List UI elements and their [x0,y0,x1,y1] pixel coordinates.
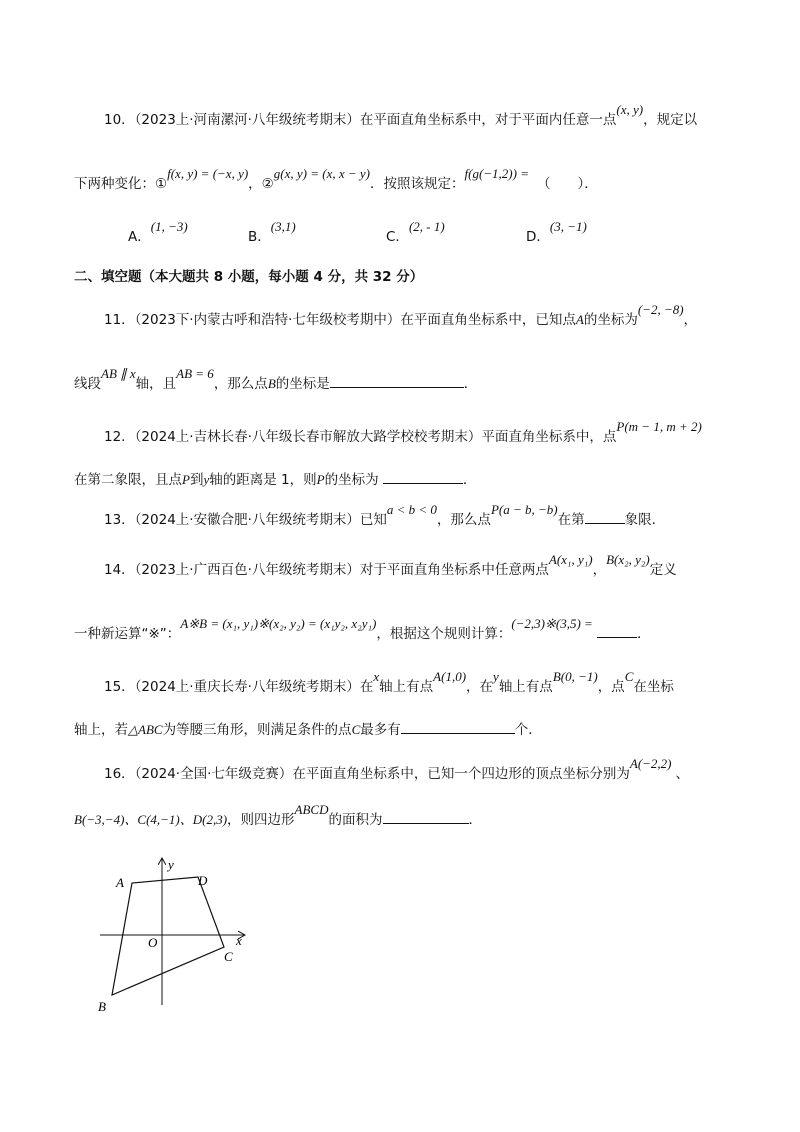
q15-text: 为等腰三角形，则满足条件的点 [162,722,352,738]
q10-text: ．按照该规定： [370,176,465,192]
q10-text: 在平面直角坐标系中，对于平面内任意一点 [359,112,617,128]
q16-points: B(−3,−4)、C(4,−1)、D(2,3) [74,812,228,827]
q10-separator: ，② [248,176,274,192]
q11-source: （2023下·内蒙古呼和浩特·七年级校考期中） [134,312,401,328]
q12-y: y [203,472,210,487]
q16-point-a: A(−2,2) [629,756,672,771]
q12-line2 [74,468,476,488]
x-axis-label: x [236,933,242,948]
q14-point-a: A(x₁, y₁) [548,552,593,567]
q11-line1 [104,302,698,328]
q14-text: 对于平面直角坐标系中任意两点 [359,562,549,578]
q10-option-b[interactable] [248,219,296,245]
q12-number: 12． [104,429,135,445]
q10-expression: f(g(−1,2)) = [464,166,529,181]
option-label: B． [248,229,271,245]
q15-text: ，点 [597,679,625,695]
q15-line2 [74,718,542,738]
q13-line [104,502,666,528]
q15-point-b: B(0, −1) [552,669,598,684]
q12-period: ． [462,472,477,488]
q10-line2 [74,166,598,192]
q11-answer-blank[interactable] [330,375,464,388]
q11-comma: ， [683,312,698,328]
vertex-d-label: D [198,873,208,888]
option-value: (3,1) [270,219,296,234]
q11-text: 的坐标为 [583,312,638,328]
section-heading: 二、填空题（本大题共 8 小题，每小题 4 分，共 32 分） [74,269,424,285]
q11-text: 在平面直角坐标系中，已知点 [400,312,576,328]
q14-text: 一种新运算“※”： [74,626,181,642]
q13-number: 13． [104,512,135,528]
q12-p: P [316,472,325,487]
q14-number: 14． [104,562,135,578]
q14-point-b: B(x₂, y₂) [606,552,650,567]
q15-y: y [493,669,499,684]
q10-text-tail: ，规定以 [643,112,698,128]
q10-source: （2023上·河南漯河·八年级统考期末） [134,112,360,128]
q16-line1 [104,756,690,782]
q11-parallel: AB ∥ x [101,366,136,381]
q15-line1 [104,669,674,695]
q13-answer-blank[interactable] [585,511,625,524]
q11-text: ，那么点 [213,376,268,392]
q10-option-c[interactable] [386,219,445,245]
q14-period: ． [637,626,651,642]
q10-answer-paren: （ ）． [536,176,598,192]
q10-number: 10． [104,112,135,128]
q12-line1 [104,419,702,445]
option-value: (3, −1) [549,219,587,234]
q15-source: （2024上·重庆长寿·八年级统考期末） [134,679,360,695]
q16-answer-blank[interactable] [383,811,469,824]
q15-text: ，在 [466,679,494,695]
q14-source: （2023上·广西百色·八年级统考期末） [134,562,360,578]
q11-point-b: B [267,376,276,391]
q15-text: 轴上有点 [379,679,434,695]
q11-coordinate: (−2, −8) [637,302,684,317]
q15-point-a: A(1,0) [433,669,467,684]
q12-text: 轴的距离是 1，则 [209,472,317,488]
q11-point-a: A [575,312,584,327]
q14-comma: ， [592,562,607,578]
q13-text: 已知 [359,512,387,528]
q15-text: 轴上有点 [498,679,553,695]
q10-option-d[interactable] [526,219,587,245]
q15-c: C [351,722,361,737]
q16-text: ，则四边形 [227,812,295,828]
q14-text: 定义 [649,562,677,578]
vertex-a-label: A [116,875,124,890]
q12-answer-blank[interactable] [383,471,463,484]
q13-text: 象限． [624,512,666,528]
q14-text: ，根据这个规则计算： [376,626,512,642]
q10-g-definition: g(x, y) = (x, x − y) [273,166,370,181]
q14-calculation: (−2,3)※(3,5) = [511,616,593,631]
q11-text: 线段 [74,376,101,392]
q16-number: 16． [104,766,135,782]
q16-line2 [74,802,482,828]
q11-line2 [74,366,478,392]
q16-source: （2024·全国·七年级竞赛） [134,766,293,782]
quadrilateral-figure [92,855,262,1015]
q11-period: ． [463,376,478,392]
q12-text: 到 [189,472,204,488]
q15-text: 最多有 [360,722,401,738]
q10-text: 下两种变化：① [74,176,168,192]
q12-text: 平面直角坐标系中，点 [481,429,617,445]
quadrilateral-abcd [112,877,224,995]
q15-text: 轴上，若 [74,722,128,738]
q15-c: C [624,669,634,684]
q13-source: （2024上·安徽合肥·八年级统考期末） [134,512,360,528]
y-axis-label: y [168,857,174,872]
q10-point: (x, y) [616,102,644,117]
q15-answer-blank[interactable] [401,721,515,734]
q14-answer-blank[interactable] [597,625,637,638]
vertex-c-label: C [224,949,233,964]
origin-label: O [148,935,158,950]
q14-line2 [74,616,651,642]
q10-option-a[interactable] [128,219,188,245]
q16-quadrilateral: ABCD [294,802,329,817]
q11-text: 的坐标是 [275,376,330,392]
q15-x: x [373,669,380,684]
option-value: (2, - 1) [408,219,445,234]
q11-number: 11． [104,312,135,328]
q12-source: （2024上·吉林长春·八年级长春市解放大路学校校考期末） [134,429,482,445]
q16-separator: 、 [675,766,690,782]
q12-p: P [182,472,190,487]
option-label: D． [526,229,550,245]
q15-text: 在 [359,679,374,695]
q15-text: 个． [514,722,542,738]
q14-operation: A※B = (x₁, y₁)※(x₂, y₂) = (x₁y₂, x₂y₁) [180,616,377,631]
q11-length: AB = 6 [176,366,214,381]
q15-triangle: △ABC [128,722,163,737]
q16-text: 在平面直角坐标系中，已知一个四边形的顶点坐标分别为 [292,766,630,782]
q13-text: ，那么点 [436,512,491,528]
q12-text: 的坐标为 [324,472,379,488]
q16-text: 的面积为 [328,812,383,828]
option-label: C． [386,229,409,245]
q12-text: 在第二象限，且点 [74,472,182,488]
q15-text: 在坐标 [633,679,674,695]
q16-period: ． [468,812,482,828]
option-value: (1, −3) [150,219,188,234]
q13-condition: a < b < 0 [386,502,437,517]
vertex-b-label: B [98,999,106,1014]
q13-point: P(a − b, −b) [490,502,558,517]
q10-line1 [104,102,698,128]
option-label: A． [128,229,151,245]
q13-text: 在第 [557,512,585,528]
q11-text: 轴，且 [135,376,177,392]
q10-f-definition: f(x, y) = (−x, y) [167,166,249,181]
q15-number: 15． [104,679,135,695]
q12-point: P(m − 1, m + 2) [616,419,702,434]
q14-line1 [104,552,677,578]
